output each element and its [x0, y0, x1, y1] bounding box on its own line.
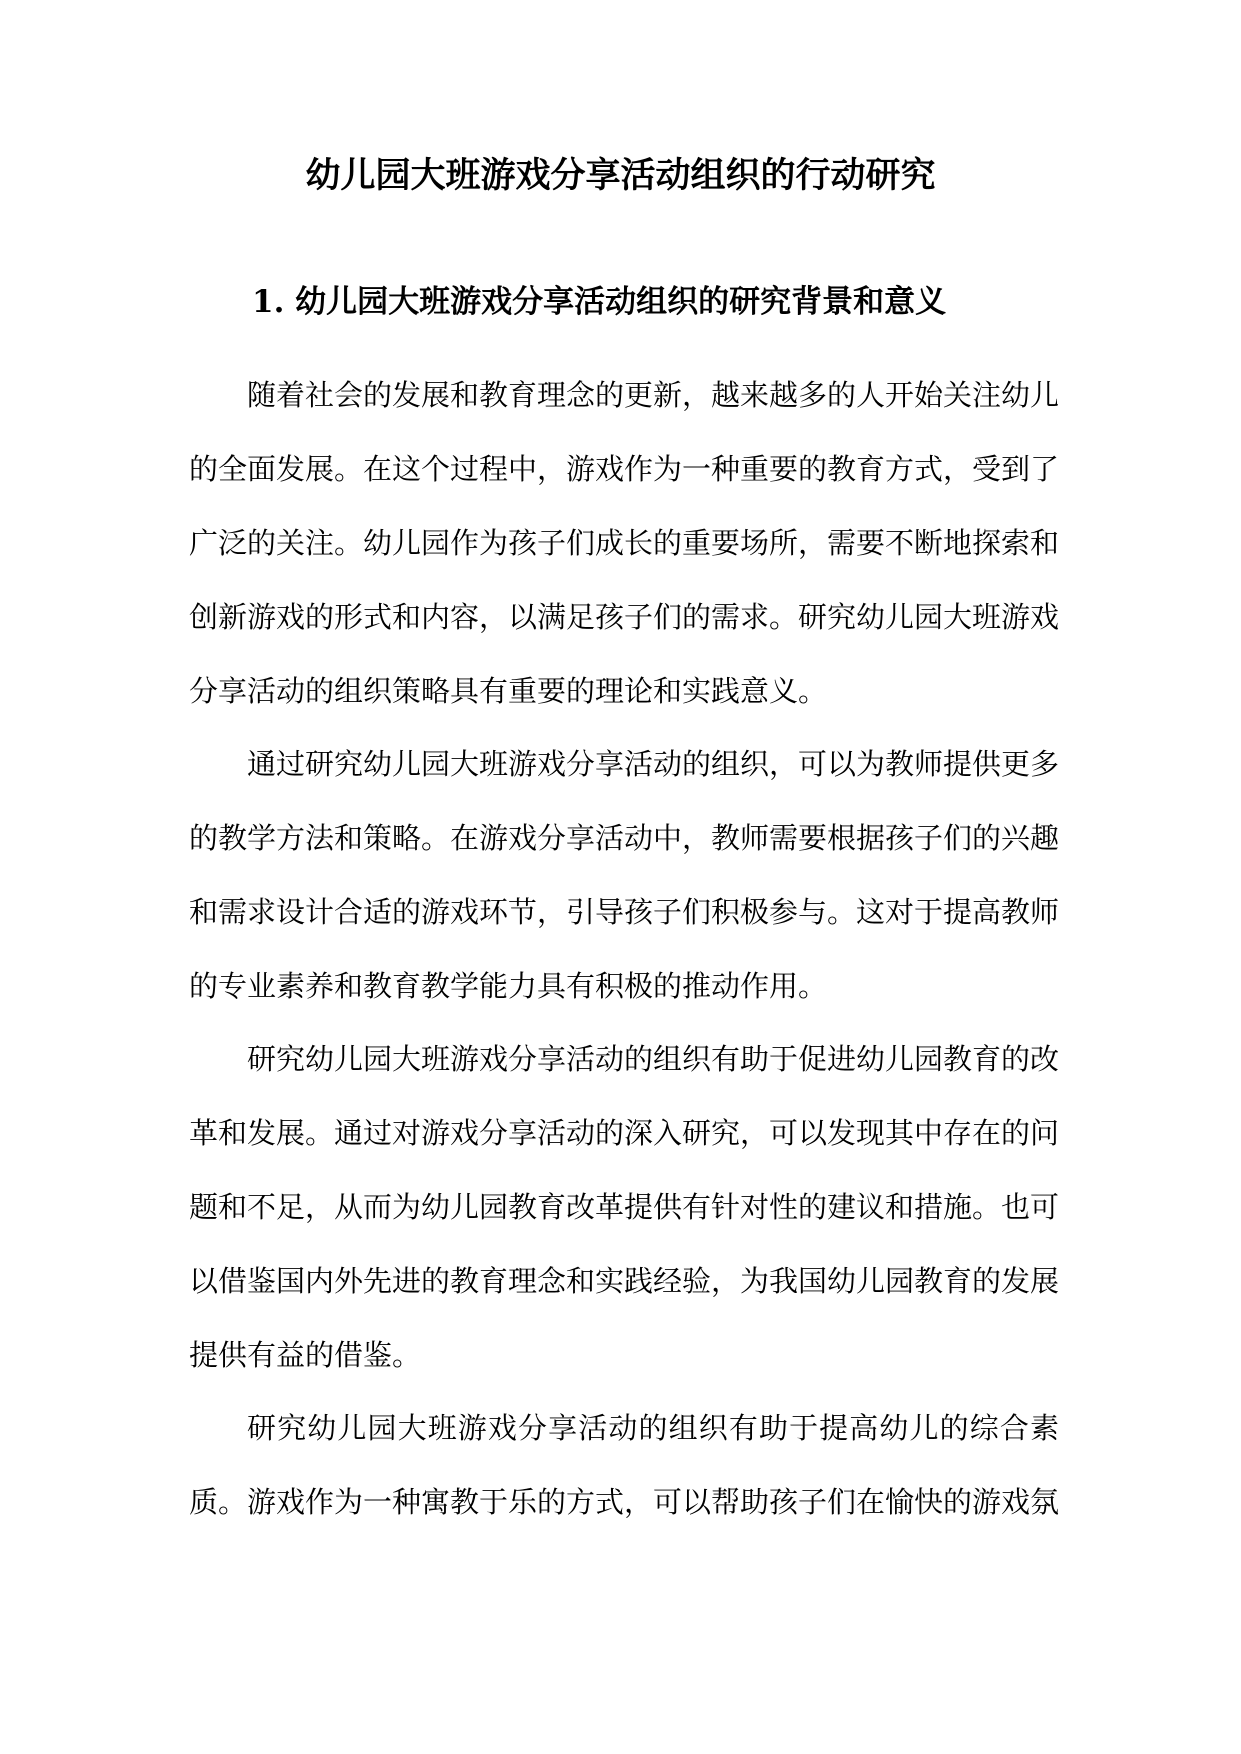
body-paragraph: 研究幼儿园大班游戏分享活动的组织有助于提高幼儿的综合素质。游戏作为一种寓教于乐的方式，可以帮助孩子们在愉快的游戏氛 [189, 1411, 1060, 1519]
document-title: 幼儿园大班游戏分享活动组织的行动研究 [305, 155, 936, 196]
section-heading: 1. 幼儿园大班游戏分享活动组织的研究背景和意义 [252, 284, 947, 320]
body-paragraph: 通过研究幼儿园大班游戏分享活动的组织，可以为教师提供更多的教学方法和策略。在游戏分享活动中，教师需要根据孩子们的兴趣和需求设计合适的游戏环节，引导孩子们积极参与。这对于提高教师的专业素养和教育教学能力具有积极的推动作用。 [189, 747, 1060, 1003]
body-paragraph: 随着社会的发展和教育理念的更新，越来越多的人开始关注幼儿的全面发展。在这个过程中，游戏作为一种重要的教育方式，受到了广泛的关注。幼儿园作为孩子们成长的重要场所，需要不断地探索和创新游戏的形式和内容，以满足孩子们的需求。研究幼儿园大班游戏分享活动的组织策略具有重要的理论和实践意义。 [189, 378, 1060, 708]
body-paragraph: 研究幼儿园大班游戏分享活动的组织有助于促进幼儿园教育的改革和发展。通过对游戏分享活动的深入研究，可以发现其中存在的问题和不足，从而为幼儿园教育改革提供有针对性的建议和措施。也可以借鉴国内外先进的教育理念和实践经验，为我国幼儿园教育的发展提供有益的借鉴。 [189, 1042, 1060, 1372]
